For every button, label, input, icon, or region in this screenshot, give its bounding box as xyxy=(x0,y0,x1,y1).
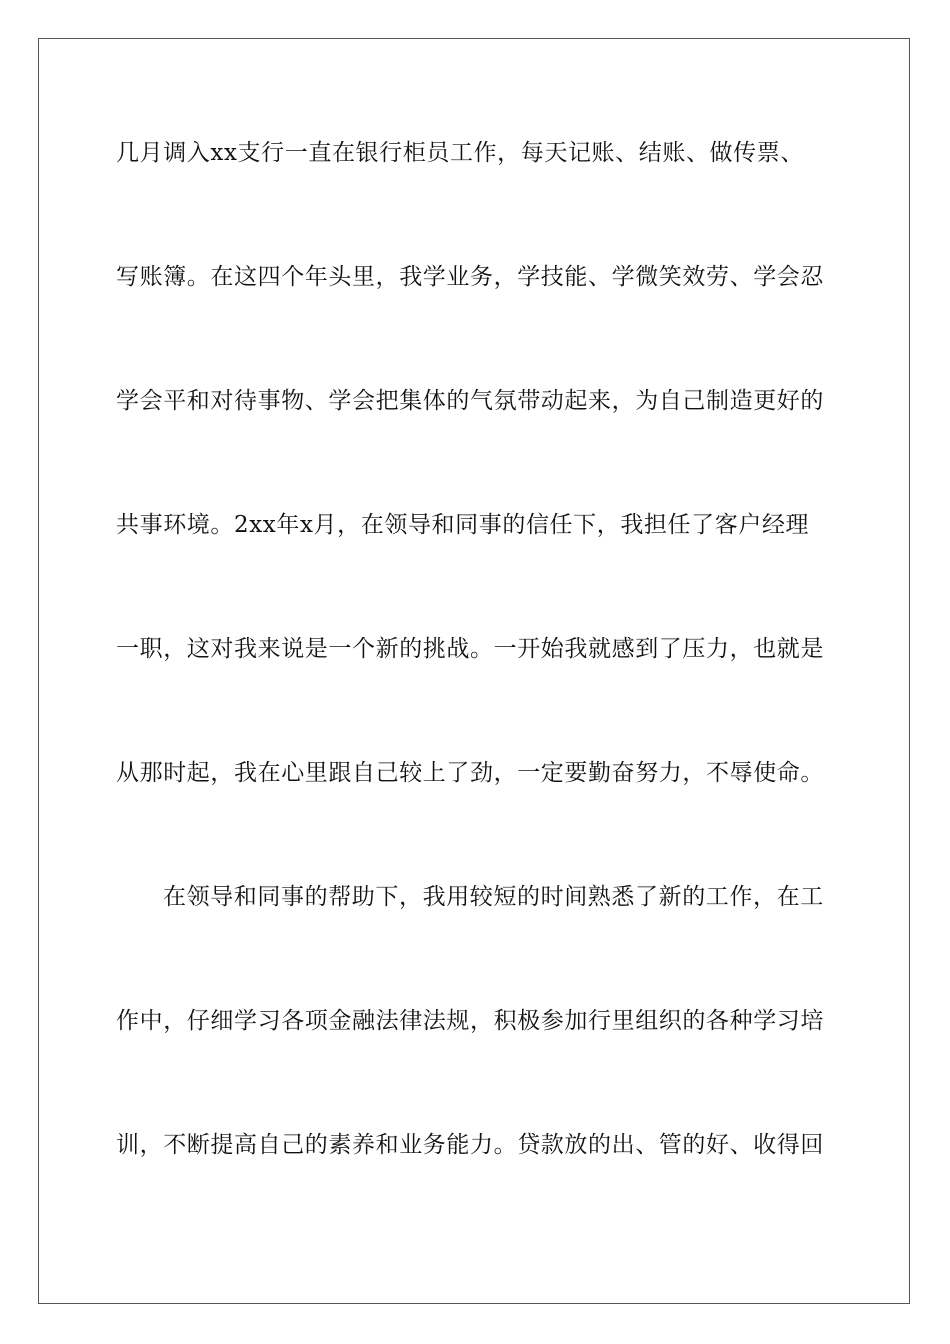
paragraph-line: 几月调入xx支行一直在银行柜员工作，每天记账、结账、做传票、 xyxy=(116,140,804,166)
paragraph-line: 一职，这对我来说是一个新的挑战。一开始我就感到了压力，也就是 xyxy=(116,636,824,662)
paragraph-line: 训，不断提高自己的素养和业务能力。贷款放的出、管的好、收得回 xyxy=(116,1132,824,1158)
paragraph-line: 从那时起，我在心里跟自己较上了劲，一定要勤奋努力，不辱使命。 xyxy=(116,760,824,786)
page-frame xyxy=(38,38,910,1304)
paragraph-line: 共事环境。2xx年x月，在领导和同事的信任下，我担任了客户经理 xyxy=(116,512,810,538)
paragraph-line: 作中，仔细学习各项金融法律法规，积极参加行里组织的各种学习培 xyxy=(116,1008,824,1034)
paragraph-line: 学会平和对待事物、学会把集体的气氛带动起来，为自己制造更好的 xyxy=(116,388,824,414)
paragraph-line: 写账簿。在这四个年头里，我学业务，学技能、学微笑效劳、学会忍 xyxy=(116,264,824,290)
paragraph-line-indented: 在领导和同事的帮助下，我用较短的时间熟悉了新的工作，在工 xyxy=(163,884,824,910)
